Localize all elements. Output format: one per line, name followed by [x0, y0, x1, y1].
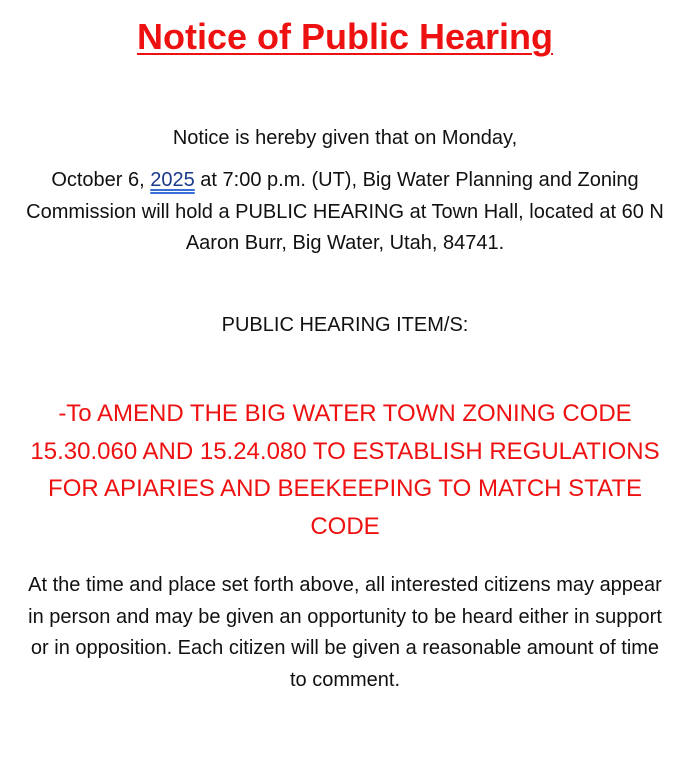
- items-heading: PUBLIC HEARING ITEM/S:: [221, 314, 469, 336]
- page-title: [0, 14, 690, 60]
- year-text: 2025: [150, 169, 195, 191]
- title-text: Notice of Public Hearing: [136, 16, 554, 57]
- agenda-item: -To AMEND THE BIG WATER TOWN ZONING CODE 15.30.060 AND 15.24.080 TO ESTABLISH REGULATIONS FOR APIARIES AND BEEKEEPING TO MATCH STATE CODE: [30, 400, 660, 540]
- date-suffix: at 7:00 p.m. (UT), Big Water Planning and Zoning Commission will hold a PUBLIC HEARING at Town Hall, located at 60 N Aaron Burr, Big Water, Utah, 84741.: [26, 169, 664, 254]
- closing-paragraph: At the time and place set forth above, all interested citizens may appear in person and may be given an opportunity to be heard either in support or in opposition. Each citizen will be given a reasonable amount of time to comment.: [28, 574, 662, 691]
- hearing-details: [10, 165, 680, 260]
- intro-line: Notice is hereby given that on Monday,: [172, 127, 518, 149]
- date-prefix: October 6,: [51, 169, 151, 191]
